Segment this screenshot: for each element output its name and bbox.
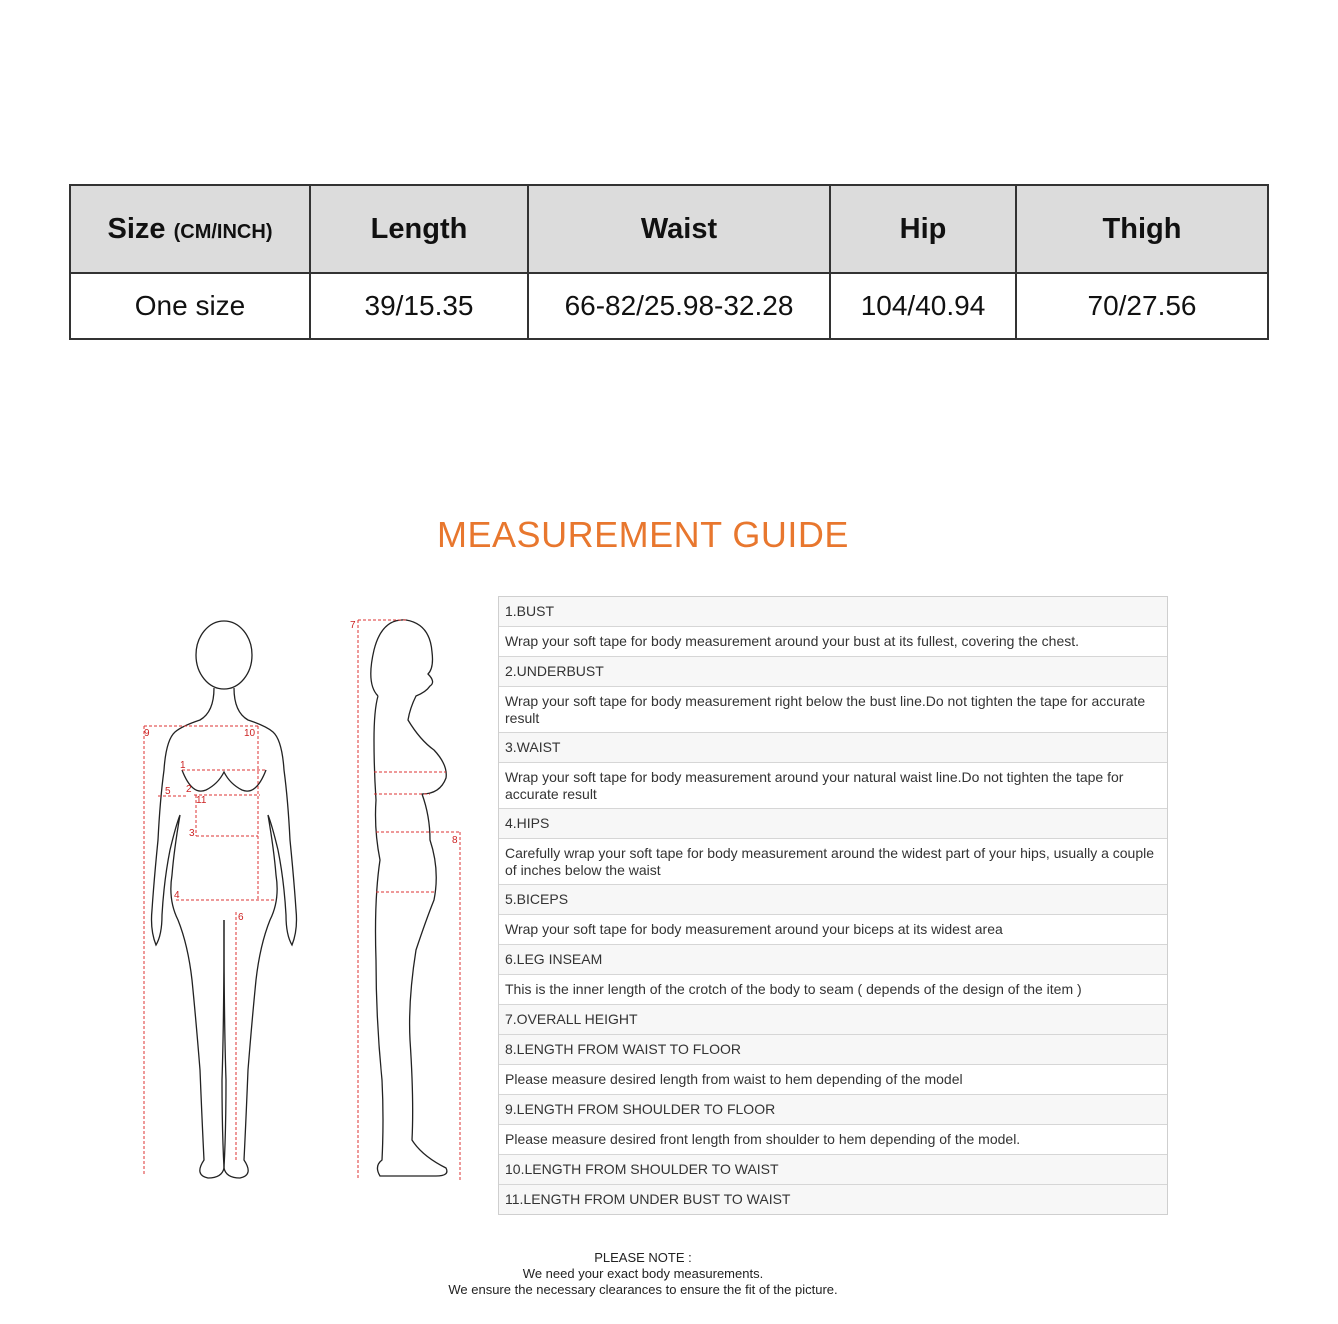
body-figures	[130, 600, 480, 1200]
guide-item-description: Wrap your soft tape for body measurement around your bust at its fullest, covering the chest.	[499, 627, 1167, 657]
label-1: 1	[180, 760, 186, 771]
guide-item-heading: 4.HIPS	[499, 809, 1167, 839]
note-title: PLEASE NOTE :	[594, 1250, 692, 1265]
label-8: 8	[452, 835, 458, 846]
guide-item-heading: 1.BUST	[499, 597, 1167, 627]
guide-item-heading: 7.OVERALL HEIGHT	[499, 1005, 1167, 1035]
guide-item-heading: 8.LENGTH FROM WAIST TO FLOOR	[499, 1035, 1167, 1065]
label-7: 7	[350, 620, 356, 631]
measurement-guide-list	[498, 596, 1168, 1215]
side-figure	[371, 620, 447, 1176]
header-waist: Waist	[528, 185, 830, 273]
front-guides	[144, 726, 276, 1175]
guide-item-description: Please measure desired front length from shoulder to hem depending of the model.	[499, 1125, 1167, 1155]
size-table	[69, 184, 1269, 340]
guide-item-heading: 6.LEG INSEAM	[499, 945, 1167, 975]
guide-item-heading: 9.LENGTH FROM SHOULDER TO FLOOR	[499, 1095, 1167, 1125]
label-9: 9	[144, 728, 150, 739]
front-labels	[144, 728, 256, 923]
header-size-label: Size	[107, 212, 166, 245]
header-size-unit: (CM/INCH)	[173, 220, 273, 243]
header-length: Length	[310, 185, 528, 273]
note-line-3: We ensure the necessary clearances to ensure the fit of the picture.	[448, 1282, 838, 1297]
guide-item-heading: 3.WAIST	[499, 733, 1167, 763]
guide-item-heading: 11.LENGTH FROM UNDER BUST TO WAIST	[499, 1185, 1167, 1214]
guide-item-description: This is the inner length of the crotch of the body to seam ( depends of the design of the item )	[499, 975, 1167, 1005]
label-10: 10	[244, 728, 256, 739]
guide-title: MEASUREMENT GUIDE	[437, 514, 849, 555]
note-line-2: We need your exact body measurements.	[522, 1266, 764, 1281]
label-3: 3	[189, 828, 195, 839]
guide-item-description: Carefully wrap your soft tape for body measurement around the widest part of your hips, usually a couple of inches below the waist	[499, 839, 1167, 885]
cell-hip: 104/40.94	[830, 273, 1016, 339]
cell-length: 39/15.35	[310, 273, 528, 339]
table-row	[70, 273, 1268, 339]
side-labels	[350, 620, 458, 846]
guide-item-heading: 5.BICEPS	[499, 885, 1167, 915]
header-thigh: Thigh	[1016, 185, 1268, 273]
guide-item-description: Wrap your soft tape for body measurement around your biceps at its widest area	[499, 915, 1167, 945]
label-6: 6	[238, 912, 244, 923]
size-table-header-row	[70, 185, 1268, 273]
cell-waist: 66-82/25.98-32.28	[528, 273, 830, 339]
guide-item-heading: 10.LENGTH FROM SHOULDER TO WAIST	[499, 1155, 1167, 1185]
guide-item-description: Please measure desired length from waist to hem depending of the model	[499, 1065, 1167, 1095]
side-guides	[358, 620, 460, 1180]
please-note	[0, 1250, 1286, 1298]
header-hip: Hip	[830, 185, 1016, 273]
label-5: 5	[165, 786, 171, 797]
guide-item-description: Wrap your soft tape for body measurement right below the bust line.Do not tighten the tape for accurate result	[499, 687, 1167, 733]
header-size	[70, 185, 310, 273]
cell-size: One size	[70, 273, 310, 339]
guide-item-heading: 2.UNDERBUST	[499, 657, 1167, 687]
cell-thigh: 70/27.56	[1016, 273, 1268, 339]
label-4: 4	[174, 890, 180, 901]
label-2: 2	[186, 784, 192, 795]
guide-item-description: Wrap your soft tape for body measurement around your natural waist line.Do not tighten the tape for accurate result	[499, 763, 1167, 809]
label-11: 11	[196, 795, 207, 806]
